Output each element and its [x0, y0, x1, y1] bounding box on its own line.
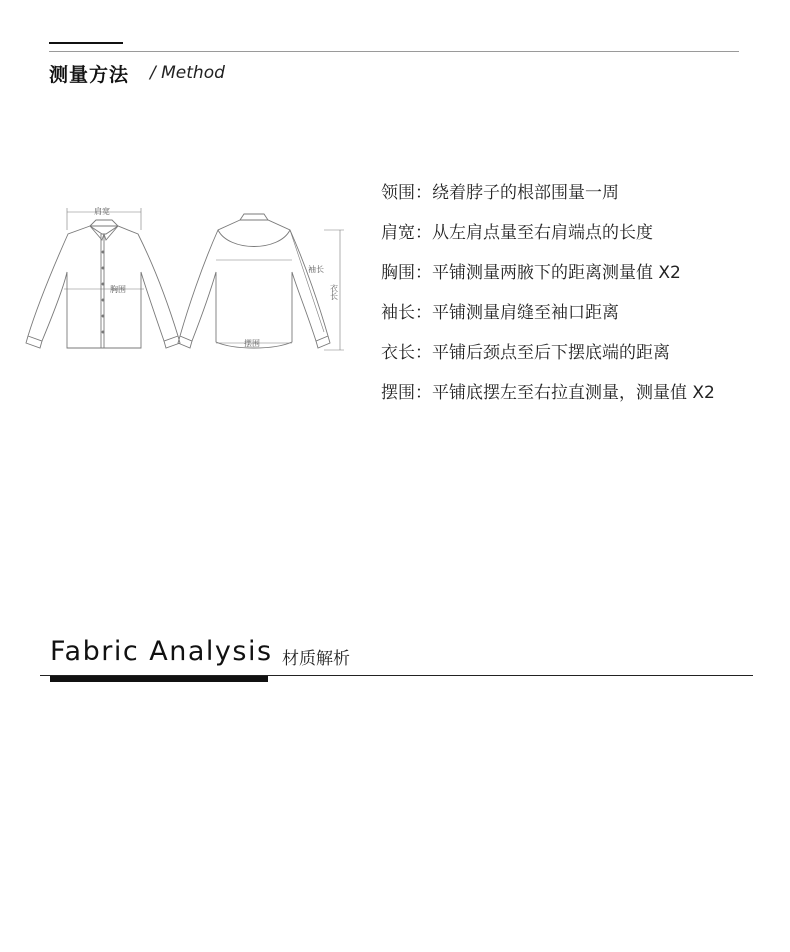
- spec-shoulder: 肩宽：从左肩点量至右肩端点的长度: [381, 223, 653, 243]
- spec-hem: 摆围：平铺底摆左至右拉直测量，测量值 X2: [381, 383, 715, 403]
- fabric-title-cn: 材质解析: [282, 649, 350, 669]
- diagram-label-hem: 摆围: [244, 339, 260, 348]
- spec-sleeve: 袖长：平铺测量肩缝至袖口距离: [381, 303, 619, 323]
- diagram-label-shoulder: 肩宽: [94, 207, 110, 216]
- spec-chest: 胸围：平铺测量两腋下的距离测量值 X2: [381, 263, 681, 283]
- diagram-label-sleeve: 袖长: [308, 265, 324, 274]
- diagram-label-length: 衣长: [329, 284, 339, 300]
- shirt-measurement-diagram: [24, 200, 354, 360]
- shirt-back-drawing: [178, 214, 344, 350]
- method-title-en: / Method: [150, 63, 225, 83]
- spec-length: 衣长：平铺后颈点至后下摆底端的距离: [381, 343, 670, 363]
- fabric-accent-bar: [50, 676, 268, 682]
- fabric-title-en: Fabric Analysis: [50, 636, 273, 667]
- spec-neck: 领围：绕着脖子的根部围量一周: [381, 183, 619, 203]
- measurement-spec-list: [381, 180, 781, 420]
- method-title-cn: 测量方法: [49, 64, 130, 86]
- diagram-label-chest: 胸围: [110, 285, 126, 294]
- shirt-front-drawing: [26, 208, 180, 348]
- title-accent-bar: [49, 42, 123, 44]
- title-divider: [49, 51, 739, 52]
